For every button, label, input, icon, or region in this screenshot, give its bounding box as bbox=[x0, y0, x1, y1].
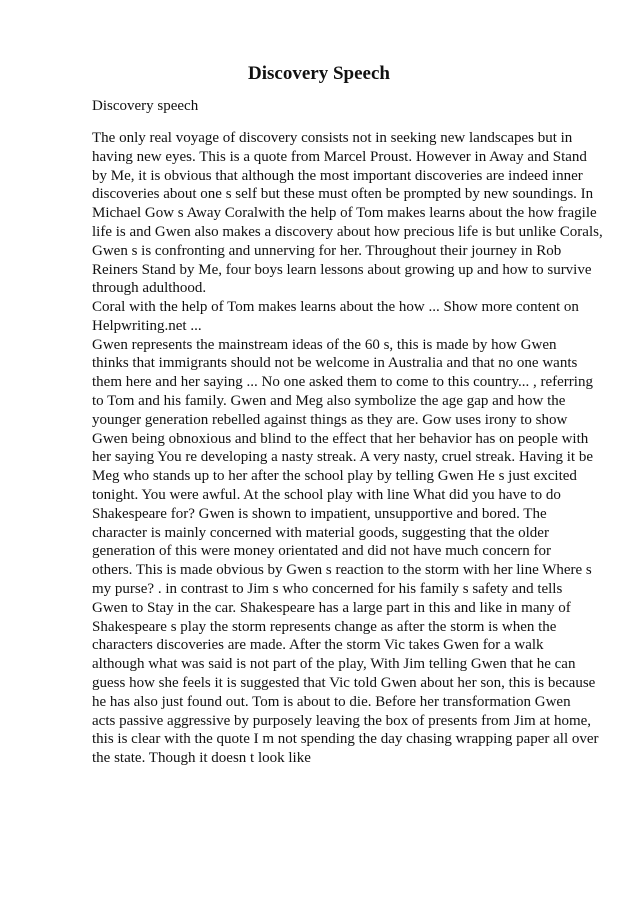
paragraph-line: this is clear with the quote I m not spending the day chasing wrapping paper all over bbox=[92, 731, 599, 748]
paragraph-line: Reiners Stand by Me, four boys learn lessons about growing up and how to survive bbox=[92, 261, 592, 278]
paragraph-line: Gwen to Stay in the car. Shakespeare has a large part in this and like in many of bbox=[92, 599, 571, 616]
paragraph-line: having new eyes. This is a quote from Marcel Proust. However in Away and Stand bbox=[92, 148, 587, 165]
paragraph-line: Michael Gow s Away Coralwith the help of Tom makes learns about the how fragile bbox=[92, 205, 597, 222]
paragraph-line: through adulthood. bbox=[92, 280, 207, 297]
paragraph-line: others. This is made obvious by Gwen s reaction to the storm with her line Where s bbox=[92, 562, 592, 579]
paragraph-line: my purse? . in contrast to Jim s who concerned for his family s safety and tells bbox=[92, 580, 563, 597]
paragraph-line: younger generation rebelled against things as they are. Gow uses irony to show bbox=[92, 411, 568, 428]
paragraph-line: the state. Though it doesn t look like bbox=[92, 750, 311, 767]
paragraph-line: Gwen represents the mainstream ideas of the 60 s, this is made by how Gwen bbox=[92, 336, 557, 353]
paragraph-line: to Tom and his family. Gwen and Meg also symbolize the age gap and how the bbox=[92, 392, 566, 409]
paragraph-main bbox=[92, 298, 599, 768]
paragraph-line: thinks that immigrants should not be welcome in Australia and that no one wants bbox=[92, 355, 578, 372]
paragraph-line: Shakespeare s play the storm represents change as after the storm is when the bbox=[92, 618, 557, 635]
document-subtitle: Discovery speech bbox=[92, 98, 199, 114]
document-title: Discovery Speech bbox=[248, 63, 390, 84]
paragraph-line: life is and Gwen also makes a discovery about how precious life is but unlike Corals, bbox=[92, 223, 603, 240]
paragraph-line: Helpwriting.net ... bbox=[92, 317, 202, 334]
paragraph-intro bbox=[92, 129, 603, 298]
paragraph-line: Meg who stands up to her after the school play by telling Gwen He s just excited bbox=[92, 468, 577, 485]
paragraph-line: her saying You re developing a nasty streak. A very nasty, cruel streak. Having it be bbox=[92, 449, 593, 466]
paragraph-line: discoveries about one s self but these must often be prompted by new soundings. In bbox=[92, 186, 594, 203]
paragraph-line: Shakespeare for? Gwen is shown to impatient, unsupportive and bored. The bbox=[92, 505, 547, 522]
paragraph-line: guess how she feels it is suggested that Vic told Gwen about her son, this is because bbox=[92, 674, 596, 691]
paragraph-line: by Me, it is obvious that although the most important discoveries are indeed inner bbox=[92, 167, 583, 184]
paragraph-line: The only real voyage of discovery consists not in seeking new landscapes but in bbox=[92, 130, 573, 146]
paragraph-line: Gwen being obnoxious and blind to the effect that her behavior has on people with bbox=[92, 430, 589, 447]
paragraph-line: them here and her saying ... No one asked them to come to this country... , referring bbox=[92, 374, 593, 391]
paragraph-line: although what was said is not part of the play, With Jim telling Gwen that he can bbox=[92, 656, 576, 673]
paragraph-line: tonight. You were awful. At the school play with line What did you have to do bbox=[92, 486, 561, 503]
paragraph-line: characters discoveries are made. After the storm Vic takes Gwen for a walk bbox=[92, 637, 544, 654]
paragraph-line: generation of this were money orientated and did not have much concern for bbox=[92, 543, 552, 560]
paragraph-line: Coral with the help of Tom makes learns about the how ... Show more content on bbox=[92, 299, 579, 315]
paragraph-line: acts passive aggressive by purposely leaving the box of presents from Jim at home, bbox=[92, 712, 592, 729]
paragraph-line: Gwen s is confronting and unnerving for her. Throughout their journey in Rob bbox=[92, 242, 562, 259]
paragraph-line: he has also just found out. Tom is about to die. Before her transformation Gwen bbox=[92, 693, 571, 710]
paragraph-line: character is mainly concerned with material goods, suggesting that the older bbox=[92, 524, 549, 541]
